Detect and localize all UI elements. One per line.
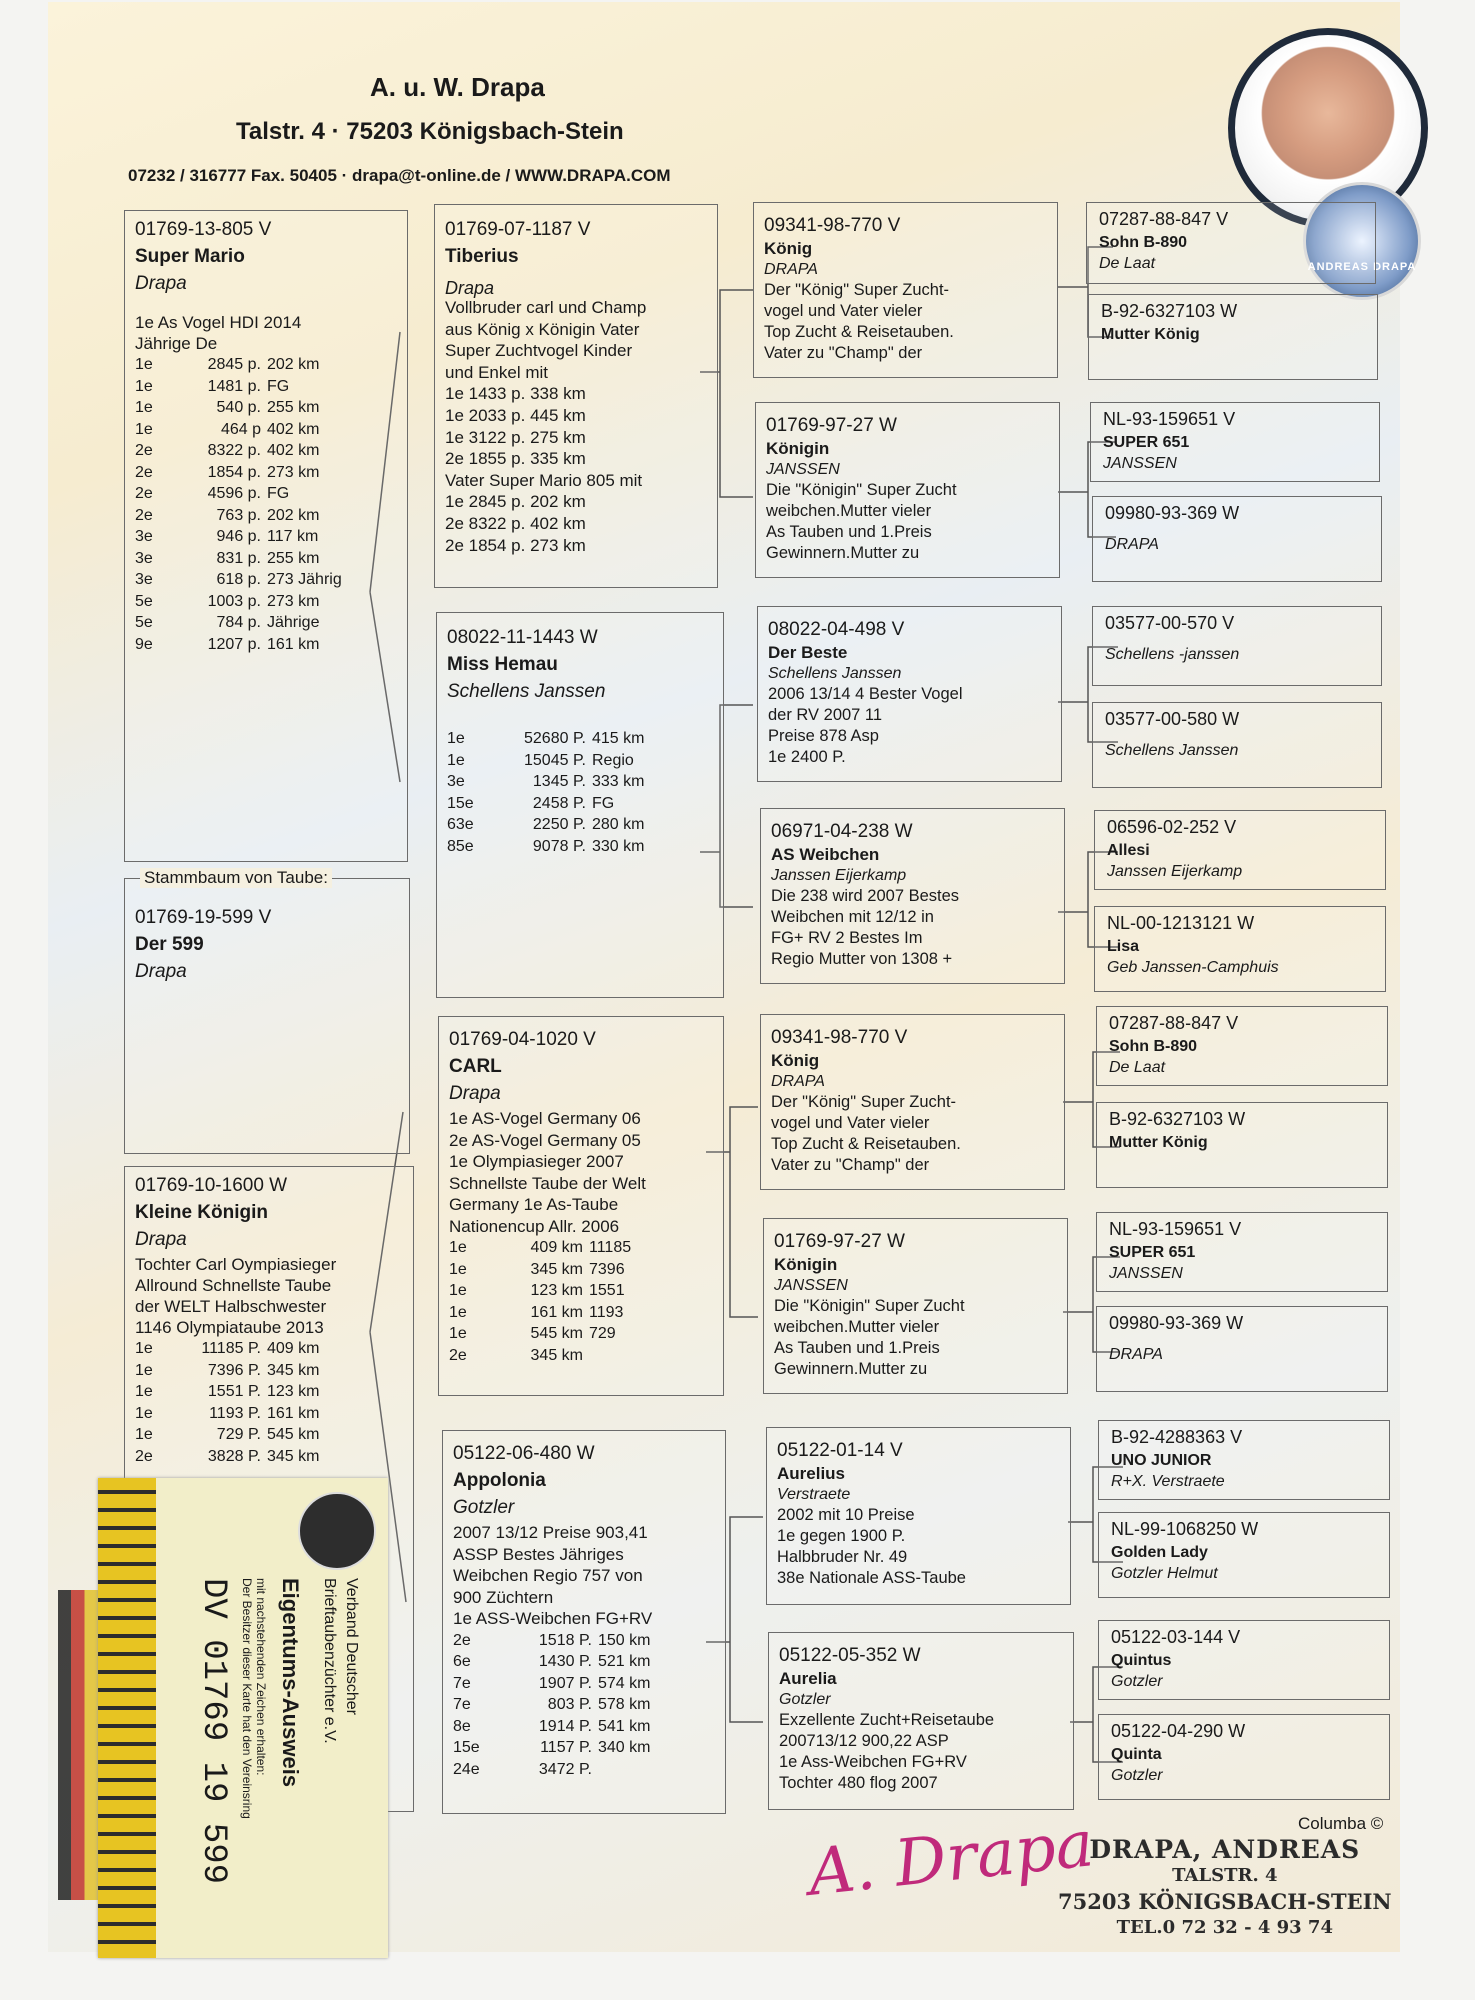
mm-breeder: Gotzler xyxy=(453,1497,515,1518)
mm-result-cell: 8e xyxy=(453,1717,471,1735)
father-result-cell: 402 km xyxy=(267,442,320,459)
mother-result-cell: 11185 P. xyxy=(201,1340,261,1357)
address-stamp xyxy=(1058,1837,1392,1941)
gen3-text: Die "Königin" Super Zucht weibchen.Mutter vieler As Tauben und 1.Preis Gewinnern.Mutter zu xyxy=(766,481,957,562)
mf-result-cell: 123 km xyxy=(530,1282,583,1299)
gen3-pedigree-box xyxy=(766,1427,1071,1605)
gen4-pedigree-box xyxy=(1096,1006,1388,1086)
subject-caption: Stammbaum von Taube: xyxy=(140,868,332,888)
card-note-1: Der Besitzer dieser Karte hat den Vereinsring xyxy=(240,1578,254,1819)
fm-result-cell: 1e xyxy=(447,730,465,747)
mf-result-cell: 545 km xyxy=(530,1325,583,1342)
gen4-name: Lisa xyxy=(1107,938,1140,955)
father-result-cell: 831 p. xyxy=(216,549,261,567)
mm-name: Appolonia xyxy=(453,1470,546,1491)
fm-result-cell: 333 km xyxy=(592,773,645,790)
gen3-ring: 09341-98-770 V xyxy=(764,215,901,236)
gen4-name xyxy=(1109,1336,1375,1344)
father-result-cell: 3e xyxy=(135,549,153,567)
mm-result-cell: 574 km xyxy=(598,1674,651,1692)
gen4-pedigree-box xyxy=(1086,202,1376,284)
father-result-cell: 2845 p. xyxy=(207,356,261,373)
mm-result-cell: 2e xyxy=(453,1631,471,1649)
gen4-ring: 09980-93-369 W xyxy=(1109,1313,1244,1333)
gen3-breeder: JANSSEN xyxy=(766,461,840,478)
mother-breeder: Drapa xyxy=(135,1229,187,1250)
father-result-cell: 3e xyxy=(135,571,153,588)
mother-result-cell: 545 km xyxy=(267,1426,320,1443)
father-result-cell: 763 p. xyxy=(216,506,261,524)
father-result-cell: 946 p. xyxy=(216,528,261,545)
fm-result-cell: 15045 P. xyxy=(524,751,586,769)
card-ring-number: DV 01769 19 599 xyxy=(194,1578,232,1885)
gen4-breeder: JANSSEN xyxy=(1103,455,1177,472)
mm-result-cell: 24e xyxy=(453,1760,480,1778)
gen4-name: SUPER 651 xyxy=(1109,1244,1196,1261)
gen4-pedigree-box xyxy=(1094,810,1386,890)
gen3-name: AS Weibchen xyxy=(771,845,880,864)
mm-result-cell: 1518 P. xyxy=(538,1631,592,1649)
father-result-cell: 2e xyxy=(135,485,153,502)
gen3-pedigree-box xyxy=(768,1632,1074,1810)
fm-ring: 08022-11-1443 W xyxy=(447,627,598,648)
gen4-ring: 09980-93-369 W xyxy=(1105,503,1240,523)
mm-result-cell: 1430 P. xyxy=(538,1653,592,1670)
gen4-breeder: Schellens Janssen xyxy=(1105,742,1239,759)
card-yellow-stripe xyxy=(98,1478,156,1958)
mm-result-cell: 1914 P. xyxy=(538,1717,592,1735)
gen3-name: Königin xyxy=(766,439,830,458)
gen3-text: Die 238 wird 2007 Bestes Weibchen mit 12/12 in FG+ RV 2 Bestes Im Regio Mutter von 1308 + xyxy=(771,887,960,968)
gen4-name: UNO JUNIOR xyxy=(1111,1452,1212,1469)
gen4-ring: B-92-6327103 W xyxy=(1109,1109,1246,1129)
mother-results xyxy=(135,1338,403,1467)
mf-result-cell: 1e xyxy=(449,1325,467,1342)
mf-breeder: Drapa xyxy=(449,1083,501,1104)
father-result-cell: 3e xyxy=(135,528,153,545)
fm-result-cell: 1345 P. xyxy=(532,773,586,790)
stamp-tel: TEL.0 72 32 - 4 93 74 xyxy=(1116,1917,1333,1938)
subject-name: Der 599 xyxy=(135,934,204,955)
father-result-cell: 1e xyxy=(135,377,153,395)
gen3-text: Der "König" Super Zucht- vogel und Vater vieler Top Zucht & Reisetauben. Vater zu "Champ" der xyxy=(771,1093,961,1174)
father-result-cell: 2e xyxy=(135,506,153,524)
gen4-name: Mutter König xyxy=(1101,326,1200,343)
gen3-name: Der Beste xyxy=(768,643,848,662)
card-org-1: Verband Deutscher xyxy=(343,1578,360,1715)
handwritten-signature: A. Drapa xyxy=(804,1807,1098,1911)
gen4-name: Quinta xyxy=(1111,1746,1162,1763)
mm-result-cell: 340 km xyxy=(598,1739,651,1756)
mm-result-cell: 7e xyxy=(453,1696,471,1713)
mm-result-cell: 15e xyxy=(453,1739,480,1756)
mm-result-cell: 150 km xyxy=(598,1631,651,1649)
father-result-cell: Jährige xyxy=(267,614,320,631)
ff-notes: Vollbruder carl und Champ aus König x Königin Vater Super Zuchtvogel Kinder und Enkel mit 1e 1433 p. 338 km 1e 2033 p. 445 km 1e 3122 p. 275 km 2e 1855 p. 335 km Vater Super Mario 805 mit 1e 2845 p. 202 km 2e 8322 p. 402 km 2e 1854 p. 273 km xyxy=(445,298,647,555)
father-result-cell: 273 Jährig xyxy=(267,571,342,588)
mf-result-cell: 1e xyxy=(449,1239,467,1256)
mother-result-cell: 345 km xyxy=(267,1361,320,1379)
gen4-pedigree-box xyxy=(1098,1714,1390,1800)
ownership-card xyxy=(98,1478,388,1958)
stamp-name: DRAPA, ANDREAS xyxy=(1089,1835,1361,1864)
mother-result-cell: 1e xyxy=(135,1383,153,1400)
father-result-cell: 464 p xyxy=(220,420,261,438)
gen3-name: Aurelia xyxy=(779,1669,837,1688)
father-result-cell: 202 km xyxy=(267,356,320,373)
mf-box xyxy=(438,1016,724,1396)
mf-results xyxy=(449,1237,713,1366)
gen4-pedigree-box xyxy=(1098,1512,1390,1598)
mm-result-cell: 6e xyxy=(453,1653,471,1670)
mother-result-cell: 409 km xyxy=(267,1340,320,1357)
gen4-pedigree-box xyxy=(1092,496,1382,582)
card-org-2: Brieftaubenzüchter e.V. xyxy=(321,1578,338,1744)
fm-result-cell: 2458 P. xyxy=(532,794,586,812)
gen3-breeder: DRAPA xyxy=(764,261,818,278)
subject-breeder: Drapa xyxy=(135,961,187,982)
mm-result-cell: 521 km xyxy=(598,1653,651,1670)
gen3-pedigree-box xyxy=(763,1218,1068,1394)
mother-result-cell: 7396 P. xyxy=(207,1361,261,1379)
father-result-cell: 1003 p. xyxy=(207,592,261,610)
gen4-pedigree-box xyxy=(1096,1102,1388,1188)
mm-result-cell: 578 km xyxy=(598,1696,651,1713)
father-result-cell: 202 km xyxy=(267,506,320,524)
mother-ring: 01769-10-1600 W xyxy=(135,1175,288,1196)
ff-box xyxy=(434,204,718,588)
father-name: Super Mario xyxy=(135,246,245,267)
mother-result-cell: 3828 P. xyxy=(207,1447,261,1465)
gen4-ring: NL-00-1213121 W xyxy=(1107,913,1255,933)
gen4-breeder: Janssen Eijerkamp xyxy=(1107,863,1243,880)
father-result-cell: 5e xyxy=(135,592,153,610)
mother-result-cell: 1193 P. xyxy=(209,1404,261,1422)
fm-result-cell: 3e xyxy=(447,773,465,790)
gen4-ring: B-92-6327103 W xyxy=(1101,301,1238,321)
gen4-breeder: DRAPA xyxy=(1105,536,1159,553)
gen3-ring: 01769-97-27 W xyxy=(774,1231,905,1252)
mf-result-cell: 1e xyxy=(449,1282,467,1299)
mf-result-cell: 729 xyxy=(589,1325,616,1342)
gen3-name: Aurelius xyxy=(777,1464,846,1483)
gen4-breeder: JANSSEN xyxy=(1109,1265,1183,1282)
mf-result-cell: 2e xyxy=(449,1346,467,1364)
father-result-cell: 1e xyxy=(135,420,153,438)
gen4-breeder: Gotzler Helmut xyxy=(1111,1565,1218,1582)
gen3-breeder: Verstraete xyxy=(777,1486,851,1503)
gen3-breeder: Gotzler xyxy=(779,1691,831,1708)
mf-result-cell: 1551 xyxy=(589,1282,625,1299)
mm-result-cell xyxy=(598,1759,688,1781)
father-result-cell: 273 km xyxy=(267,463,320,481)
father-result-cell: 618 p. xyxy=(216,571,261,588)
gen4-pedigree-box xyxy=(1092,606,1382,686)
father-result-cell: 784 p. xyxy=(216,614,261,631)
gen3-pedigree-box xyxy=(757,606,1062,782)
gen4-ring: 03577-00-580 W xyxy=(1105,709,1240,729)
father-result-cell: FG xyxy=(267,377,290,395)
mf-result-cell xyxy=(589,1345,679,1367)
gen4-pedigree-box xyxy=(1098,1420,1390,1500)
mf-result-cell: 1e xyxy=(449,1260,467,1278)
father-result-cell: 4596 p. xyxy=(207,485,261,502)
ff-name: Tiberius xyxy=(445,246,519,267)
gen4-ring: NL-93-159651 V xyxy=(1109,1219,1242,1239)
gen4-breeder: DRAPA xyxy=(1109,1346,1163,1363)
gen3-name: König xyxy=(764,239,813,258)
gen4-breeder: Gotzler xyxy=(1111,1673,1163,1690)
ff-breeder: Drapa xyxy=(445,278,495,298)
gen4-name: Mutter König xyxy=(1109,1134,1208,1151)
stamp-street: TALSTR. 4 xyxy=(1172,1865,1278,1886)
mf-result-cell: 11185 xyxy=(589,1239,632,1256)
fm-box xyxy=(436,612,724,998)
gen4-name: Sohn B-890 xyxy=(1109,1038,1198,1055)
gen4-ring: 05122-04-290 W xyxy=(1111,1721,1246,1741)
mother-result-cell: 729 P. xyxy=(216,1426,261,1443)
gen3-name: König xyxy=(771,1051,820,1070)
gen3-text: 2006 13/14 4 Bester Vogel der RV 2007 11 Preise 878 Asp 1e 2400 P. xyxy=(768,685,963,766)
mf-result-cell: 345 km xyxy=(530,1346,583,1364)
gen4-pedigree-box xyxy=(1096,1306,1388,1392)
father-ring: 01769-13-805 V xyxy=(135,219,272,240)
gen3-pedigree-box xyxy=(760,808,1065,984)
gen3-pedigree-box xyxy=(755,402,1060,578)
gen4-pedigree-box xyxy=(1090,402,1380,482)
fm-result-cell: Regio xyxy=(592,751,634,769)
gen3-ring: 06971-04-238 W xyxy=(771,821,913,842)
mm-result-cell: 7e xyxy=(453,1674,471,1692)
gen4-ring: B-92-4288363 V xyxy=(1111,1427,1243,1447)
mm-notes: 2007 13/12 Preise 903,41 ASSP Bestes Jähriges Weibchen Regio 757 von 900 Züchtern 1e ASS-Weibchen FG+RV xyxy=(453,1523,653,1628)
father-result-cell: 9e xyxy=(135,635,153,653)
father-results xyxy=(135,354,397,655)
gen3-ring: 09341-98-770 V xyxy=(771,1027,908,1048)
mm-result-cell: 803 P. xyxy=(547,1696,592,1713)
mf-result-cell: 7396 xyxy=(589,1260,625,1278)
fm-result-cell: 15e xyxy=(447,794,474,812)
fm-breeder: Schellens Janssen xyxy=(447,681,606,702)
mm-result-cell: 1157 P. xyxy=(540,1739,592,1756)
mother-result-cell: 123 km xyxy=(267,1383,320,1400)
card-title: Eigentums-Ausweis xyxy=(278,1578,303,1788)
gen3-ring: 05122-05-352 W xyxy=(779,1645,921,1666)
mf-result-cell: 345 km xyxy=(530,1260,583,1278)
fm-result-cell: 2250 P. xyxy=(532,816,586,833)
subject-ring: 01769-19-599 V xyxy=(135,907,272,928)
gen3-ring: 05122-01-14 V xyxy=(777,1440,903,1461)
mf-notes: 1e AS-Vogel Germany 06 2e AS-Vogel Germany 05 1e Olympiasieger 2007 Schnellste Taube der Welt Germany 1e As-Taube Nationencup Allr. 2006 xyxy=(449,1109,646,1236)
father-result-cell: 255 km xyxy=(267,549,320,567)
gen3-pedigree-box xyxy=(760,1014,1065,1190)
gen4-ring: NL-93-159651 V xyxy=(1103,409,1236,429)
father-result-cell: 117 km xyxy=(267,528,319,545)
father-result-cell: 1481 p. xyxy=(207,377,261,395)
father-result-cell: 8322 p. xyxy=(207,442,261,459)
owner-address: Talstr. 4 · 75203 Königsbach-Stein xyxy=(236,118,624,145)
mother-result-cell: 1e xyxy=(135,1340,153,1357)
gen3-text: Die "Königin" Super Zucht weibchen.Mutter vieler As Tauben und 1.Preis Gewinnern.Mutter zu xyxy=(774,1297,965,1378)
fm-result-cell: 85e xyxy=(447,837,474,855)
gen3-ring: 01769-97-27 W xyxy=(766,415,897,436)
mother-result-cell: 345 km xyxy=(267,1447,320,1465)
gen4-name: Allesi xyxy=(1107,842,1150,859)
badge-label: ANDREAS DRAPA xyxy=(1307,261,1417,273)
fm-result-cell: FG xyxy=(592,794,615,812)
gen4-pedigree-box xyxy=(1088,294,1378,380)
owner-name: A. u. W. Drapa xyxy=(370,72,545,102)
mf-result-cell: 409 km xyxy=(530,1239,583,1256)
gen4-breeder: Gotzler xyxy=(1111,1767,1163,1784)
gen4-ring: 07287-88-847 V xyxy=(1099,209,1229,229)
fm-result-cell: 52680 P. xyxy=(524,730,586,747)
subject-box xyxy=(124,878,410,1154)
gen4-name xyxy=(1105,732,1369,740)
father-result-cell: 255 km xyxy=(267,399,320,416)
gen4-breeder: De Laat xyxy=(1099,255,1156,272)
father-result-cell: 1207 p. xyxy=(207,635,261,653)
mother-result-cell: 1e xyxy=(135,1404,153,1422)
gen3-text: 2002 mit 10 Preise 1e gegen 1900 P. Halbbruder Nr. 49 38e Nationale ASS-Taube xyxy=(777,1506,966,1587)
gen3-breeder: DRAPA xyxy=(771,1073,825,1090)
father-result-cell: 2e xyxy=(135,463,153,481)
father-result-cell: 5e xyxy=(135,614,153,631)
fm-results xyxy=(447,728,713,857)
gen3-name: Königin xyxy=(774,1255,838,1274)
german-flag-stripes xyxy=(58,1590,98,1900)
mm-box xyxy=(442,1430,726,1814)
fm-result-cell: 280 km xyxy=(592,816,645,833)
gen3-breeder: Janssen Eijerkamp xyxy=(771,867,907,884)
gen4-breeder: Geb Janssen-Camphuis xyxy=(1107,959,1279,976)
father-result-cell: 161 km xyxy=(267,635,320,653)
mother-result-cell: 1e xyxy=(135,1426,153,1443)
gen4-pedigree-box xyxy=(1092,702,1382,788)
card-note-2: mit nachstehenden Zeichen erhalten: xyxy=(254,1578,268,1776)
father-notes: 1e As Vogel HDI 2014 Jährige De xyxy=(135,313,302,353)
mm-ring: 05122-06-480 W xyxy=(453,1443,595,1464)
mother-result-cell: 161 km xyxy=(267,1404,320,1422)
gen4-ring: 07287-88-847 V xyxy=(1109,1013,1239,1033)
mm-result-cell: 1907 P. xyxy=(538,1674,592,1692)
gen4-name xyxy=(1105,526,1369,534)
gen4-pedigree-box xyxy=(1098,1620,1390,1700)
fm-result-cell: 415 km xyxy=(592,730,645,747)
gen3-breeder: JANSSEN xyxy=(774,1277,848,1294)
gen3-text: Der "König" Super Zucht- vogel und Vater vieler Top Zucht & Reisetauben. Vater zu "Champ" der xyxy=(764,281,954,362)
fm-result-cell: 330 km xyxy=(592,837,645,855)
mf-ring: 01769-04-1020 V xyxy=(449,1029,596,1050)
mm-result-cell: 3472 P. xyxy=(538,1760,592,1778)
mf-result-cell: 161 km xyxy=(530,1303,583,1321)
gen4-breeder: Schellens -janssen xyxy=(1105,646,1240,663)
ff-ring: 01769-07-1187 V xyxy=(445,219,591,240)
gen4-name: SUPER 651 xyxy=(1103,434,1190,451)
father-result-cell: 402 km xyxy=(267,420,320,438)
gen4-name xyxy=(1105,636,1369,644)
mf-name: CARL xyxy=(449,1056,502,1077)
gen4-ring: 05122-03-144 V xyxy=(1111,1627,1241,1647)
owner-contact: 07232 / 316777 Fax. 50405 · drapa@t-online.de / WWW.DRAPA.COM xyxy=(128,166,671,185)
stamp-city: 75203 KÖNIGSBACH-STEIN xyxy=(1058,1889,1392,1914)
father-result-cell: 1e xyxy=(135,356,153,373)
copyright-label: Columba © xyxy=(1298,1814,1384,1833)
father-result-cell: FG xyxy=(267,485,290,502)
mother-result-cell: 1551 P. xyxy=(207,1383,261,1400)
gen4-name: Quintus xyxy=(1111,1652,1172,1669)
mother-result-cell: 2e xyxy=(135,1447,153,1465)
father-result-cell: 2e xyxy=(135,442,153,459)
gen4-breeder: R+X. Verstraete xyxy=(1111,1473,1225,1490)
mf-result-cell: 1193 xyxy=(589,1303,624,1321)
gen4-name: Golden Lady xyxy=(1111,1544,1208,1561)
gen4-pedigree-box xyxy=(1096,1212,1388,1292)
father-box xyxy=(124,210,408,862)
father-breeder: Drapa xyxy=(135,273,187,294)
fm-result-cell: 1e xyxy=(447,751,465,769)
father-result-cell: 540 p. xyxy=(216,399,261,416)
gen3-ring: 08022-04-498 V xyxy=(768,619,905,640)
mother-notes: Tochter Carl Oympiasieger Allround Schnellste Taube der WELT Halbschwester 1146 Olympiataube 2013 xyxy=(135,1255,337,1337)
fm-result-cell: 9078 P. xyxy=(532,837,586,855)
gen3-breeder: Schellens Janssen xyxy=(768,665,902,682)
gen3-text: Exzellente Zucht+Reisetaube 200713/12 900,22 ASP 1e Ass-Weibchen FG+RV Tochter 480 flog 2007 xyxy=(779,1711,995,1792)
mf-result-cell: 1e xyxy=(449,1303,467,1321)
fm-result-cell: 63e xyxy=(447,816,474,833)
father-result-cell: 1854 p. xyxy=(207,463,261,481)
father-result-cell: 273 km xyxy=(267,592,320,610)
card-dove-icon xyxy=(298,1492,376,1570)
gen4-ring: 03577-00-570 V xyxy=(1105,613,1235,633)
fm-name: Miss Hemau xyxy=(447,654,558,675)
gen4-ring: NL-99-1068250 W xyxy=(1111,1519,1259,1539)
gen4-pedigree-box xyxy=(1094,906,1386,992)
gen3-pedigree-box xyxy=(753,202,1058,378)
mm-result-cell: 541 km xyxy=(598,1717,651,1735)
father-result-cell: 1e xyxy=(135,399,153,416)
mother-result-cell: 1e xyxy=(135,1361,153,1379)
gen4-name: Sohn B-890 xyxy=(1099,234,1188,251)
mother-name: Kleine Königin xyxy=(135,1202,268,1223)
mm-results xyxy=(453,1630,715,1781)
gen4-ring: 06596-02-252 V xyxy=(1107,817,1237,837)
gen4-breeder: De Laat xyxy=(1109,1059,1166,1076)
